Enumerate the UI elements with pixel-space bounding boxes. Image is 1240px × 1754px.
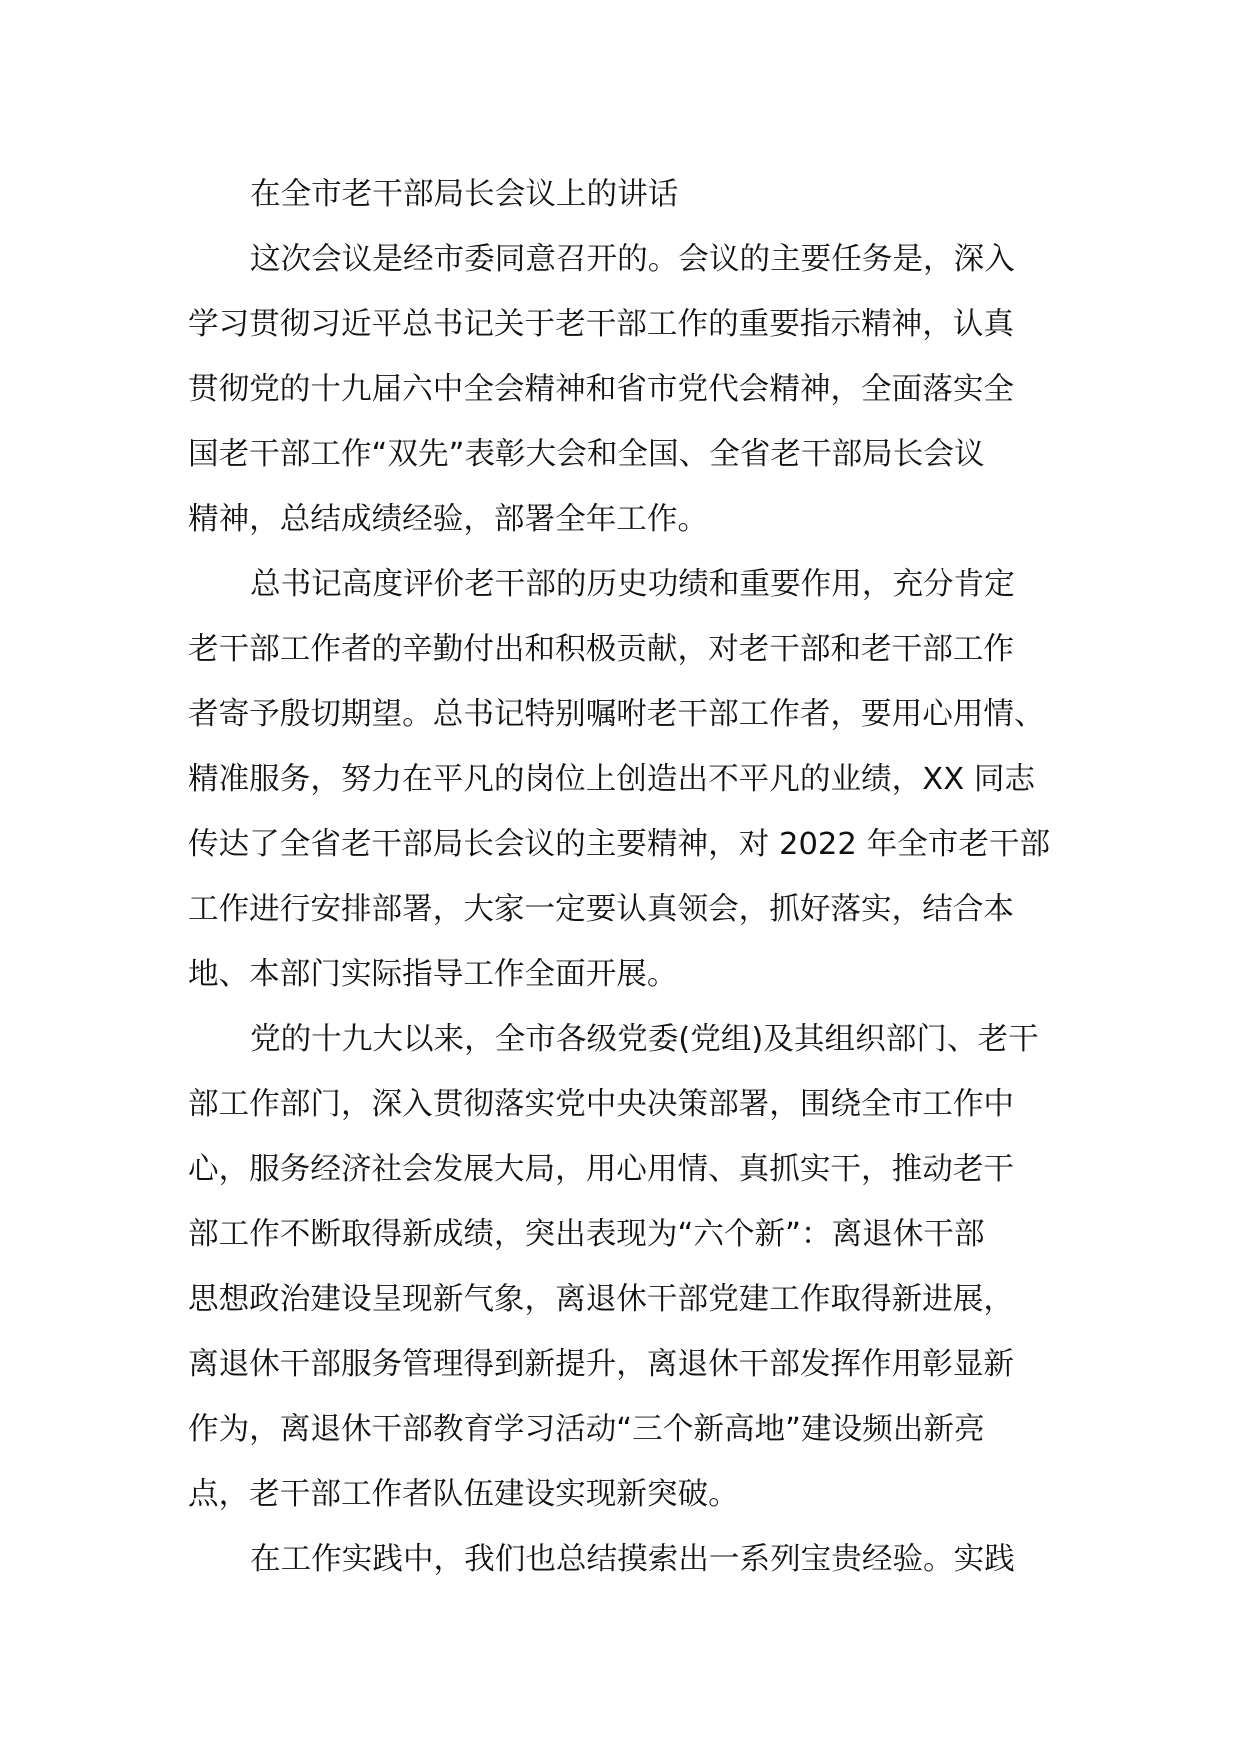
paragraph-2-line-7: 地、本部门实际指导工作全面开展。 bbox=[188, 957, 678, 992]
paragraph-1-line-1: 这次会议是经市委同意召开的。会议的主要任务是，深入 bbox=[250, 242, 1015, 277]
paragraph-2-line-5: 传达了全省老干部局长会议的主要精神，对 2022 年全市老干部 bbox=[188, 827, 1051, 862]
paragraph-3-line-5: 思想政治建设呈现新气象，离退休干部党建工作取得新进展， bbox=[188, 1282, 1015, 1317]
paragraph-2-line-1: 总书记高度评价老干部的历史功绩和重要作用，充分肯定 bbox=[250, 567, 1015, 602]
paragraph-3-line-8: 点，老干部工作者队伍建设实现新突破。 bbox=[188, 1477, 739, 1512]
paragraph-2-line-4: 精准服务，努力在平凡的岗位上创造出不平凡的业绩，XX 同志 bbox=[188, 762, 1036, 797]
paragraph-4-line-1: 在工作实践中，我们也总结摸索出一系列宝贵经验。实践 bbox=[250, 1542, 1015, 1577]
paragraph-1-line-5: 精神，总结成绩经验，部署全年工作。 bbox=[188, 502, 709, 537]
paragraph-3-line-2: 部工作部门，深入贯彻落实党中央决策部署，围绕全市工作中 bbox=[188, 1087, 1015, 1122]
paragraph-3-line-6: 离退休干部服务管理得到新提升，离退休干部发挥作用彰显新 bbox=[188, 1347, 1015, 1382]
paragraph-1-line-2: 学习贯彻习近平总书记关于老干部工作的重要指示精神，认真 bbox=[188, 307, 1015, 342]
paragraph-3-line-7: 作为，离退休干部教育学习活动“三个新高地”建设频出新亮 bbox=[188, 1412, 985, 1447]
paragraph-2-line-2: 老干部工作者的辛勤付出和积极贡献，对老干部和老干部工作 bbox=[188, 632, 1015, 667]
paragraph-3-line-3: 心，服务经济社会发展大局，用心用情、真抓实干，推动老干 bbox=[188, 1152, 1015, 1187]
paragraph-3-line-4: 部工作不断取得新成绩，突出表现为“六个新”：离退休干部 bbox=[188, 1217, 985, 1252]
paragraph-1-line-4: 国老干部工作“双先”表彰大会和全国、全省老干部局长会议 bbox=[188, 437, 985, 472]
paragraph-3-line-1: 党的十九大以来，全市各级党委(党组)及其组织部门、老干 bbox=[250, 1022, 1039, 1057]
document-title: 在全市老干部局长会议上的讲话 bbox=[250, 177, 679, 212]
paragraph-2-line-6: 工作进行安排部署，大家一定要认真领会，抓好落实，结合本 bbox=[188, 892, 1015, 927]
paragraph-2-line-3: 者寄予殷切期望。总书记特别嘱咐老干部工作者，要用心用情、 bbox=[188, 697, 1045, 732]
paragraph-1-line-3: 贯彻党的十九届六中全会精神和省市党代会精神，全面落实全 bbox=[188, 372, 1015, 407]
